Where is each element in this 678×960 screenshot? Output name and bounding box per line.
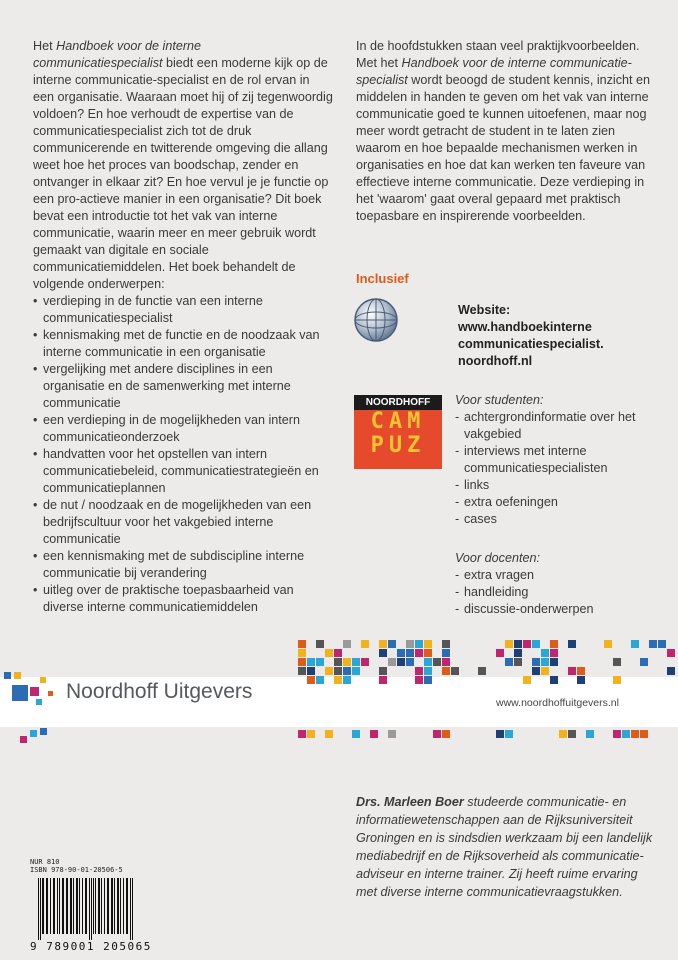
mosaic-pixel [397, 649, 405, 657]
mosaic-pixel [496, 730, 504, 738]
mosaic-pixel [505, 640, 513, 648]
barcode-bar [46, 878, 48, 934]
mosaic-pixel [505, 658, 513, 666]
mosaic-pixel [514, 640, 522, 648]
topic-item: • uitleg over de praktische toepasbaarheid van diverse interne communicatiemiddelen [33, 582, 333, 616]
mosaic-pixel [550, 640, 558, 648]
barcode-bar [73, 878, 74, 934]
barcode-bar [126, 878, 128, 934]
mosaic-pixel [406, 658, 414, 666]
mosaic-pixel [307, 667, 315, 675]
mosaic-pixel [352, 667, 360, 675]
teacher-resource-item: - extra vragen [455, 567, 655, 584]
mosaic-pixel [523, 676, 531, 684]
mosaic-pixel [316, 676, 324, 684]
mosaic-pixel [523, 640, 531, 648]
mosaic-pixel [631, 730, 639, 738]
mosaic-pixel [343, 658, 351, 666]
mosaic-pixel [343, 676, 351, 684]
mosaic-pixel [334, 676, 342, 684]
barcode-bar [98, 878, 100, 934]
mosaic-pixel [307, 676, 315, 684]
barcode-bar [42, 878, 44, 934]
mosaic-pixel [316, 658, 324, 666]
isbn-code: ISBN 978-90-01-20506-5 [30, 866, 123, 874]
topics-list [33, 293, 333, 616]
mosaic-pixel [649, 640, 657, 648]
mosaic-pixel [424, 658, 432, 666]
website-url-line2[interactable]: communicatiespecialist. [458, 337, 604, 351]
mosaic-pixel [370, 730, 378, 738]
barcode-bar [117, 878, 119, 934]
topic-item: • vergelijking met andere disciplines in een organisatie en de samenwerking met interne communicatie [33, 361, 333, 412]
mosaic-pixel [640, 730, 648, 738]
mosaic-pixel [298, 649, 306, 657]
mosaic-pixel [433, 730, 441, 738]
author-bio: Drs. Marleen Boer studeerde communicatie- en informatiewetenschappen aan de Rijksuniversiteit Groningen en is sindsdien werkzaam bij een landelijk mediabedrijf en de Rijksoverheid als communicatie-adviseur en interne trainer. Zij heeft ruime ervaring met diverse interne communicatievraagstukken. [356, 795, 653, 899]
description-paragraph: Met het Handboek voor de interne communicatie-specialist wordt beoogd de student kennis, inzicht en middelen in handen te geven om het vak van interne communicatie goed te kunnen uitoefenen, maar nog meer wordt getracht de student in te laten zien waarom en hoe bepaalde mechanismen werken in organisaties en hoe dat kan werken ten faveure van effectieve interne communicatie. Deze verdieping in het 'waarom' gaat overal gepaard met praktisch toepasbare en inspirerende voorbeelden. [356, 56, 651, 223]
mosaic-pixel [586, 730, 594, 738]
mosaic-pixel [442, 658, 450, 666]
mosaic-pixel [30, 730, 37, 737]
mosaic-pixel [532, 658, 540, 666]
barcode-bar [101, 878, 102, 934]
barcode-bar [82, 878, 83, 934]
mosaic-pixel [325, 730, 333, 738]
mosaic-pixel [40, 728, 47, 735]
mosaic-pixel [541, 667, 549, 675]
mosaic-pixel [568, 730, 576, 738]
topic-item: • verdieping in de functie van een interne communicatiespecialist [33, 293, 333, 327]
student-resource-item: - achtergrondinformatie over het vakgebied [455, 409, 655, 443]
mosaic-pixel [442, 730, 450, 738]
noordhoff-logo-icon [12, 677, 62, 711]
publisher-name: Noordhoff Uitgevers [66, 680, 253, 703]
barcode-bar [38, 878, 39, 940]
mosaic-pixel [379, 649, 387, 657]
barcode-bar [132, 878, 133, 940]
mosaic-pixel [442, 649, 450, 657]
intro-column [33, 38, 333, 616]
barcode-bar [114, 878, 115, 934]
barcode-bar [53, 878, 55, 934]
topic-item: • een verdieping in de mogelijkheden van intern communicatieonderzoek [33, 412, 333, 446]
mosaic-pixel [667, 667, 675, 675]
website-url-line3[interactable]: noordhoff.nl [458, 354, 533, 368]
mosaic-pixel [532, 667, 540, 675]
mosaic-pixel [307, 658, 315, 666]
mosaic-pixel [298, 730, 306, 738]
mosaic-pixel [658, 640, 666, 648]
examples-line: In de hoofdstukken staan veel praktijkvoorbeelden. [356, 39, 640, 53]
mosaic-pixel [316, 640, 324, 648]
mosaic-pixel [613, 676, 621, 684]
mosaic-pixel [631, 640, 639, 648]
student-resource-item: - interviews met interne communicatiespecialisten [455, 443, 655, 477]
barcode-bar [57, 878, 58, 934]
barcode-bar [89, 878, 90, 940]
description-column [356, 38, 656, 225]
mosaic-pixel [415, 649, 423, 657]
mosaic-pixel [568, 640, 576, 648]
mosaic-pixel [361, 658, 369, 666]
mosaic-pixel [4, 672, 11, 679]
topic-item: • een kennismaking met de subdiscipline interne communicatie bij verandering [33, 548, 333, 582]
mosaic-pixel [424, 667, 432, 675]
mosaic-pixel [298, 667, 306, 675]
topic-item: • handvatten voor het opstellen van intern communicatiebeleid, communicatiestrategieën en communicatieplannen [33, 446, 333, 497]
mosaic-pixel [550, 649, 558, 657]
book-title: Handboek voor de interne communicatiespecialist [33, 39, 202, 70]
mosaic-pixel [343, 667, 351, 675]
mosaic-pixel [343, 640, 351, 648]
mosaic-pixel [559, 730, 567, 738]
teachers-block [455, 550, 655, 618]
website-url-line1[interactable]: www.handboekinterne [458, 320, 592, 334]
mosaic-pixel [334, 649, 342, 657]
barcode-bar [111, 878, 113, 934]
mosaic-pixel [415, 667, 423, 675]
barcode-bar [62, 878, 64, 934]
mosaic-pixel [298, 640, 306, 648]
mosaic-pixel [451, 667, 459, 675]
barcode-bar [50, 878, 51, 934]
barcode-bar [130, 878, 131, 940]
mosaic-pixel [442, 667, 450, 675]
barcode-bar [120, 878, 121, 934]
mosaic-pixel [541, 649, 549, 657]
mosaic-pixel [352, 658, 360, 666]
mosaic-pixel [424, 649, 432, 657]
mosaic-pixel [406, 640, 414, 648]
campuz-logo-row1: CAM [370, 409, 426, 434]
website-label: Website: [458, 303, 511, 317]
mosaic-pixel [334, 667, 342, 675]
mosaic-pixel [298, 658, 306, 666]
barcode [30, 858, 180, 956]
mosaic-pixel [505, 730, 513, 738]
student-resource-item: - cases [455, 511, 655, 528]
teacher-resource-item: - handleiding [455, 584, 655, 601]
mosaic-pixel [388, 640, 396, 648]
teachers-list [455, 567, 655, 618]
publisher-url[interactable]: www.noordhoffuitgevers.nl [496, 697, 619, 709]
barcode-bar [70, 878, 72, 934]
student-resource-item: - extra oefeningen [455, 494, 655, 511]
teacher-resource-item: - discussie-onderwerpen [455, 601, 655, 618]
campuz-logo [354, 395, 442, 469]
campuz-logo-row2: PUZ [370, 433, 426, 458]
barcode-bar [79, 878, 80, 934]
barcode-bar [40, 878, 41, 940]
mosaic-pixel [622, 730, 630, 738]
mosaic-pixel [325, 649, 333, 657]
mosaic-pixel [307, 730, 315, 738]
mosaic-pixel [388, 658, 396, 666]
barcode-bar [66, 878, 68, 934]
intro-paragraph: Het Handboek voor de interne communicatiespecialist biedt een moderne kijk op de interne communicatie-specialist en de rol ervan in een organisatie. Waaraan moet hij of zij tegenwoordig voldoen? En hoe verhoudt de expertise van de communicatiespecialist zich tot de druk communicerende en twitterende omgeving die allang weet hoe het proces van boodschap, zender en ontvanger in elkaar zit? En hoe vervul je je functie op een pro-actieve manier in een organisatie? Dit boek bevat een introductie tot het vak van interne communicatie, waarin meer en meer gebruik wordt gemaakt van digitale en sociale communicatiemiddelen. Het boek behandelt de volgende onderwerpen: [33, 39, 333, 291]
mosaic-pixel [379, 640, 387, 648]
students-list [455, 409, 655, 528]
students-heading: Voor studenten: [455, 393, 544, 407]
mosaic-pixel [379, 667, 387, 675]
mosaic-pixel [424, 676, 432, 684]
barcode-bar [123, 878, 124, 934]
mosaic-pixel [568, 667, 576, 675]
mosaic-pixel [550, 676, 558, 684]
student-resource-item: - links [455, 477, 655, 494]
mosaic-pixel [415, 676, 423, 684]
mosaic-pixel [361, 640, 369, 648]
mosaic-pixel [613, 730, 621, 738]
students-block [455, 392, 655, 528]
nur-code: NUR 810 [30, 858, 60, 866]
barcode-bar [76, 878, 78, 934]
topic-item: • kennismaking met de functie en de noodzaak van interne communicatie in een organisatie [33, 327, 333, 361]
mosaic-pixel [514, 649, 522, 657]
mosaic-pixel [406, 649, 414, 657]
mosaic-pixel [20, 736, 27, 743]
teachers-heading: Voor docenten: [455, 551, 540, 565]
barcode-bars [30, 878, 170, 940]
mosaic-pixel [352, 730, 360, 738]
inclusief-heading: Inclusief [356, 271, 409, 286]
barcode-bar [59, 878, 60, 934]
mosaic-pixel [541, 658, 549, 666]
barcode-bar [93, 878, 94, 934]
mosaic-pixel [397, 658, 405, 666]
campuz-logo-top: NOORDHOFF [354, 395, 442, 410]
mosaic-pixel [334, 658, 342, 666]
mosaic-pixel [613, 658, 621, 666]
mosaic-pixel [433, 658, 441, 666]
website-block [458, 302, 604, 370]
mosaic-pixel [514, 658, 522, 666]
topic-item: • de nut / noodzaak en de mogelijkheden van een bedrijfscultuur voor het vakgebied interne communicatie [33, 497, 333, 548]
mosaic-pixel [577, 667, 585, 675]
mosaic-pixel [667, 649, 675, 657]
barcode-number: 9 789001 205065 [30, 940, 152, 953]
globe-icon [352, 296, 400, 344]
mosaic-pixel [604, 640, 612, 648]
mosaic-pixel [325, 667, 333, 675]
barcode-bar [85, 878, 87, 934]
mosaic-pixel [550, 658, 558, 666]
barcode-bar [107, 878, 109, 934]
mosaic-pixel [424, 640, 432, 648]
mosaic-pixel [640, 658, 648, 666]
mosaic-pixel [379, 676, 387, 684]
mosaic-pixel [415, 640, 423, 648]
barcode-bar [104, 878, 105, 934]
barcode-bar [95, 878, 96, 934]
mosaic-pixel [577, 676, 585, 684]
mosaic-pixel [496, 649, 504, 657]
mosaic-pixel [532, 640, 540, 648]
author-name: Drs. Marleen Boer [356, 795, 464, 809]
mosaic-pixel [478, 667, 486, 675]
mosaic-pixel [388, 730, 396, 738]
book-title-2: Handboek voor de interne communicatie-specialist [356, 56, 632, 87]
barcode-bar [91, 878, 92, 940]
mosaic-pixel [442, 640, 450, 648]
